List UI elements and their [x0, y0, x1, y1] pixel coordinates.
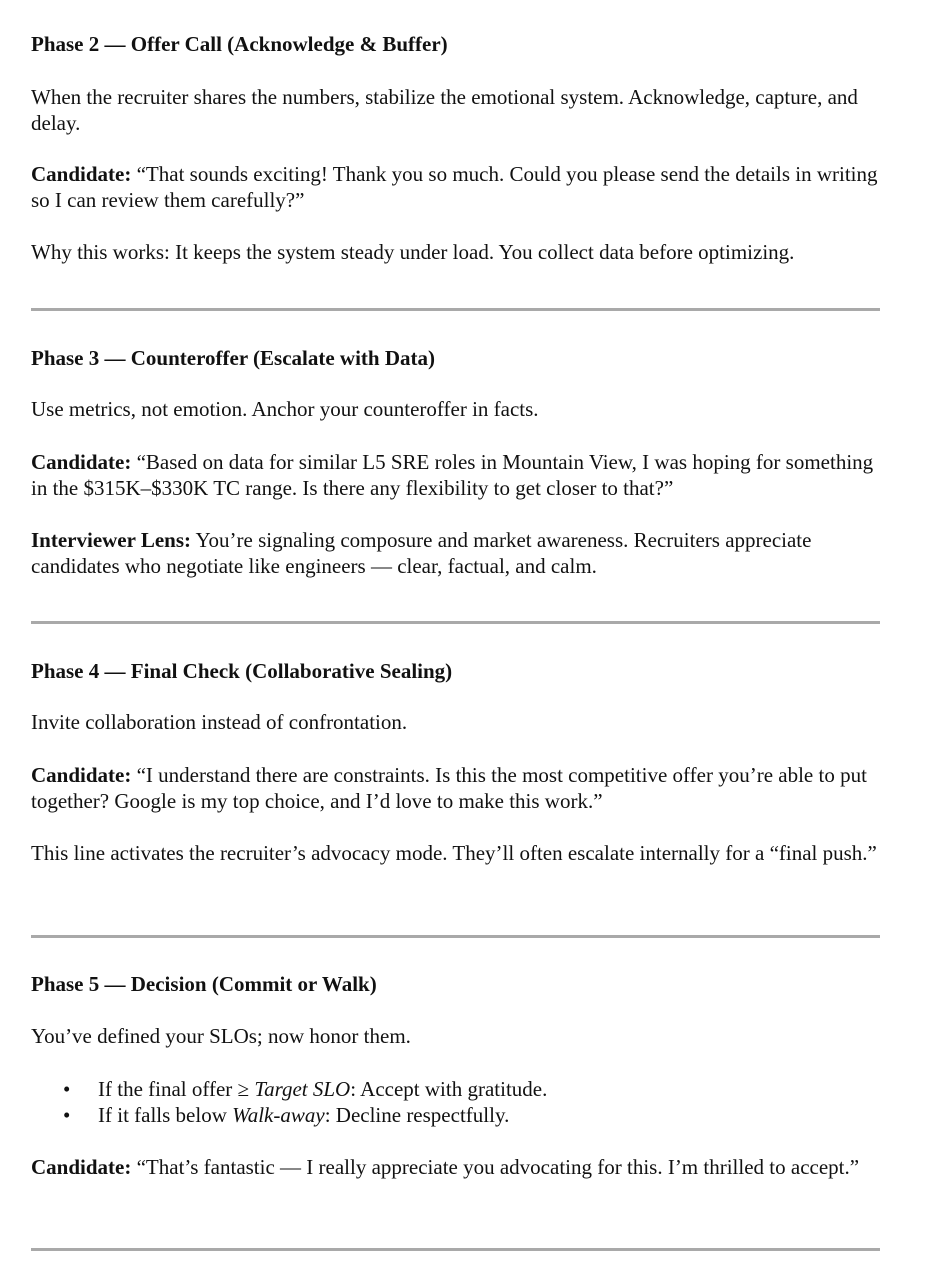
section-heading-phase-2: Phase 2 — Offer Call (Acknowledge & Buffer) [31, 32, 448, 56]
candidate-text: “That’s fantastic — I really appreciate you advocating for this. I’m thrilled to accept.” [131, 1155, 860, 1179]
list-item [31, 1102, 886, 1128]
candidate-text: “I understand there are constraints. Is this the most competitive offer you’re able to put together? Google is my top choice, and I’d love to make this work.” [31, 763, 867, 813]
list-text: : Decline respectfully. [324, 1103, 510, 1127]
phase-5-candidate-quote [31, 1154, 886, 1180]
list-text: If the final offer ≥ [98, 1077, 255, 1101]
section-heading-phase-5: Phase 5 — Decision (Commit or Walk) [31, 972, 377, 996]
phase-4-candidate-quote [31, 762, 886, 814]
phase-2-intro: When the recruiter shares the numbers, stabilize the emotional system. Acknowledge, capture, and delay. [31, 85, 858, 135]
lens-text: You’re signaling composure and market awareness. Recruiters appreciate candidates who negotiate like engineers — clear, factual, and calm. [31, 528, 812, 578]
list-text: : Accept with gratitude. [350, 1077, 548, 1101]
candidate-label: Candidate: [31, 763, 132, 787]
section-heading-phase-4: Phase 4 — Final Check (Collaborative Sealing) [31, 659, 453, 683]
divider [31, 1248, 880, 1251]
lens-label: Interviewer Lens: [31, 528, 191, 552]
list-emphasis: Target SLO [254, 1077, 351, 1101]
divider [31, 308, 880, 311]
phase-3-intro: Use metrics, not emotion. Anchor your counteroffer in facts. [31, 397, 539, 421]
bullet-icon: • [63, 1077, 71, 1101]
divider [31, 621, 880, 624]
phase-3-interviewer-lens [31, 527, 886, 579]
candidate-text: “Based on data for similar L5 SRE roles in Mountain View, I was hoping for something in the $315K–$330K TC range. Is there any flexibility to get closer to that?” [31, 450, 874, 500]
phase-4-note: This line activates the recruiter’s advocacy mode. They’ll often escalate internally for a “final push.” [31, 841, 877, 865]
divider [31, 935, 880, 938]
phase-4-intro: Invite collaboration instead of confrontation. [31, 710, 408, 734]
section-heading-phase-3: Phase 3 — Counteroffer (Escalate with Data) [31, 346, 435, 370]
candidate-label: Candidate: [31, 162, 132, 186]
phase-2-note: Why this works: It keeps the system steady under load. You collect data before optimizing. [31, 240, 795, 264]
candidate-text: “That sounds exciting! Thank you so much. Could you please send the details in writing so I can review them carefully?” [31, 162, 878, 212]
candidate-label: Candidate: [31, 450, 132, 474]
phase-3-candidate-quote [31, 449, 886, 501]
list-item [31, 1076, 886, 1102]
list-text: If it falls below [98, 1103, 233, 1127]
candidate-label: Candidate: [31, 1155, 132, 1179]
decision-list [31, 1076, 886, 1128]
bullet-icon: • [63, 1103, 71, 1127]
list-emphasis: Walk-away [232, 1103, 325, 1127]
phase-5-intro: You’ve defined your SLOs; now honor them. [31, 1024, 411, 1048]
phase-2-candidate-quote [31, 161, 886, 213]
